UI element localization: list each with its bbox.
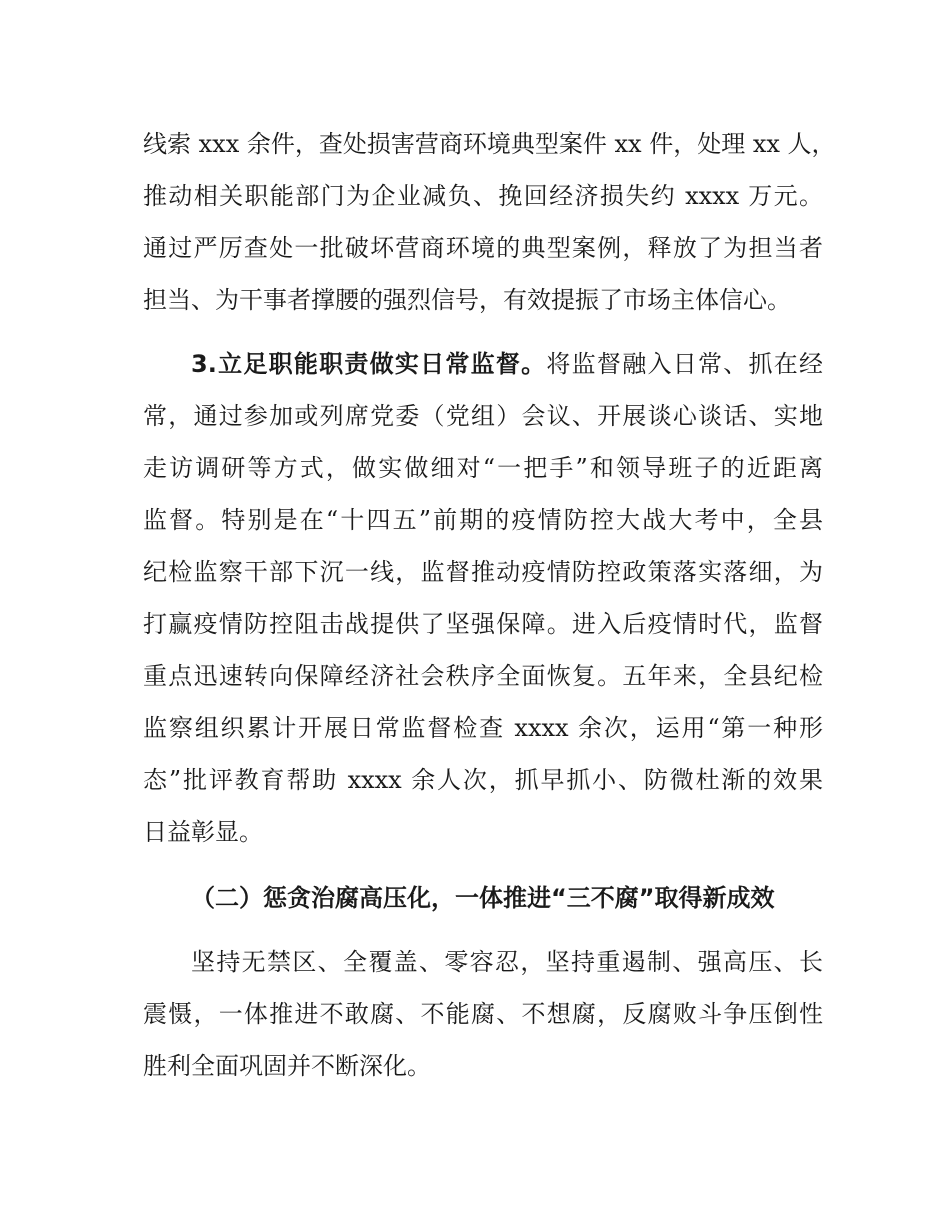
section-heading: （二）惩贪治腐高压化，一体推进“三不腐”取得新成效	[191, 884, 775, 912]
paragraph-line: 震慑，一体推进不敢腐、不能腐、不想腐，反腐败斗争压倒性	[143, 1000, 823, 1028]
paragraph-line: 担当、为干事者撑腰的强烈信号，有效提振了市场主体信心。	[143, 286, 791, 314]
paragraph-line: 重点迅速转向保障经济社会秩序全面恢复。五年来，全县纪检	[143, 662, 823, 690]
paragraph-line: 监察组织累计开展日常监督检查 xxxx 余次，运用“第一种形	[143, 714, 823, 742]
paragraph-line: 打赢疫情防控阻击战提供了坚强保障。进入后疫情时代，监督	[143, 610, 823, 638]
paragraph-text: 将监督融入日常、抓在经	[546, 350, 823, 378]
paragraph-line: 线索 xxx 余件，查处损害营商环境典型案件 xx 件，处理 xx 人，	[143, 130, 836, 158]
paragraph-line: 推动相关职能部门为企业减负、挽回经济损失约 xxxx 万元。	[143, 182, 823, 210]
paragraph-line: 胜利全面巩固并不断深化。	[143, 1052, 431, 1080]
section-lead-bold: 3.立足职能职责做实日常监督。	[191, 350, 547, 378]
paragraph-line: 日益彰显。	[143, 818, 263, 846]
paragraph-first-line	[143, 338, 823, 390]
paragraph-line: 通过严厉查处一批破坏营商环境的典型案例，释放了为担当者	[143, 234, 823, 262]
paragraph-line: 走访调研等方式，做实做细对“一把手”和领导班子的近距离	[143, 454, 823, 482]
paragraph-line: 监督。特别是在“十四五”前期的疫情防控大战大考中，全县	[143, 506, 823, 534]
paragraph-line: 常，通过参加或列席党委（党组）会议、开展谈心谈话、实地	[143, 402, 823, 430]
paragraph-line: 态”批评教育帮助 xxxx 余人次，抓早抓小、防微杜渐的效果	[143, 766, 823, 794]
paragraph-line: 坚持无禁区、全覆盖、零容忍，坚持重遏制、强高压、长	[191, 948, 823, 976]
paragraph-line: 纪检监察干部下沉一线，监督推动疫情防控政策落实落细，为	[143, 558, 823, 586]
